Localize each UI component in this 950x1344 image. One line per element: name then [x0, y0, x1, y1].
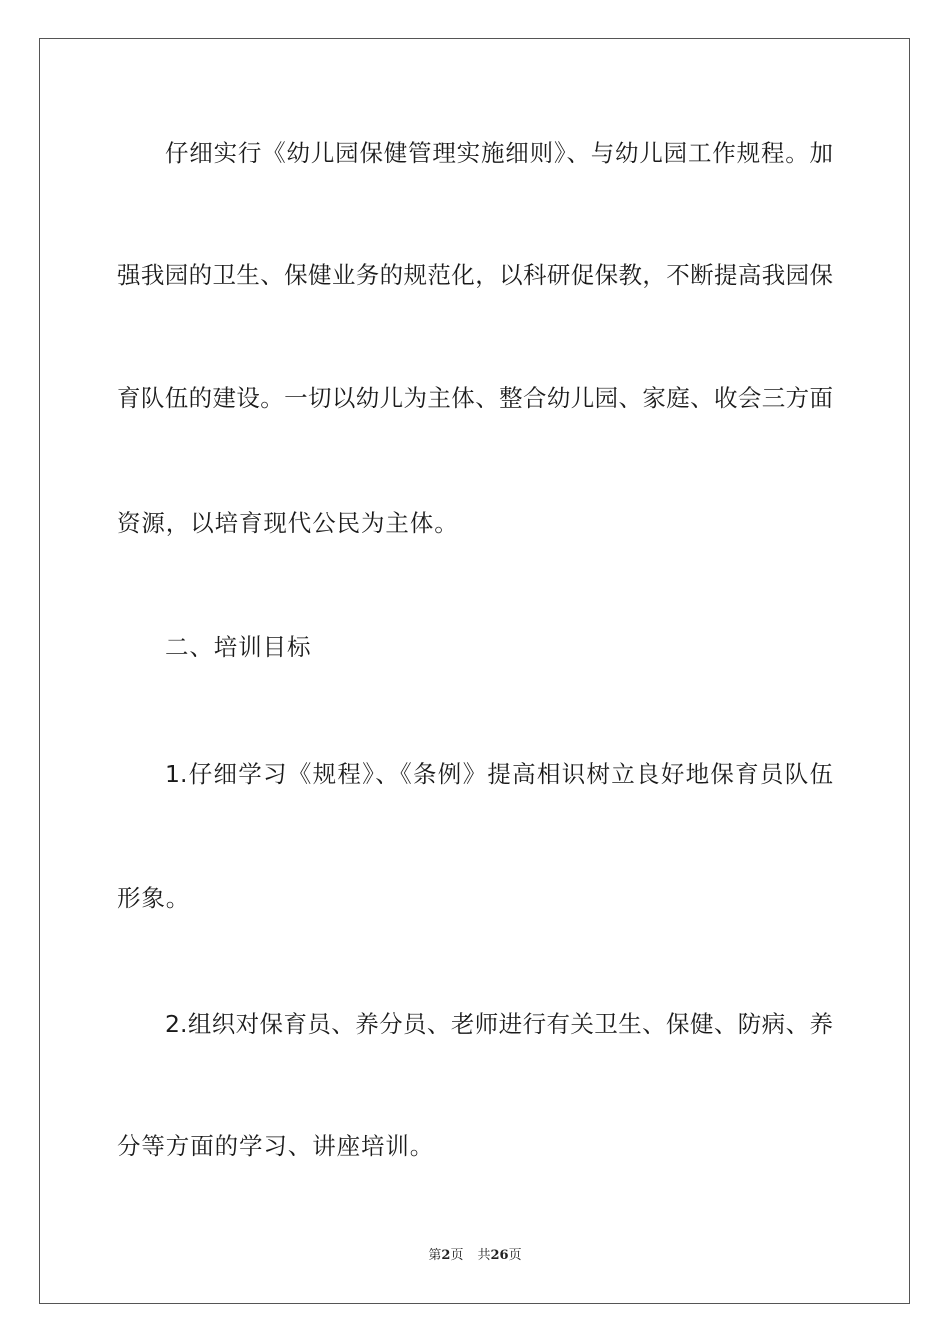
- section-heading: 二、培训目标: [165, 633, 312, 661]
- list-item-2-line-2: 分等方面的学习、讲座培训。: [117, 1132, 435, 1160]
- list-item-1-line-1: 1.仔细学习《规程》、《条例》提高相识树立良好地保育员队伍: [165, 760, 833, 788]
- footer-page-number: 2: [441, 1248, 451, 1263]
- footer-page-suffix: 页: [450, 1248, 464, 1263]
- page-footer: [0, 1247, 950, 1265]
- footer-total-prefix: 共: [477, 1248, 491, 1263]
- page-border: [39, 38, 910, 1304]
- paragraph-1-line-1: 仔细实行《幼儿园保健管理实施细则》、与幼儿园工作规程。加: [165, 139, 833, 167]
- list-item-2-line-1: 2.组织对保育员、养分员、老师进行有关卫生、保健、防病、养: [165, 1010, 833, 1038]
- paragraph-1-line-4: 资源，以培育现代公民为主体。: [117, 509, 459, 537]
- footer-page-prefix: 第: [428, 1248, 442, 1263]
- footer-total-pages: 26: [490, 1248, 509, 1263]
- paragraph-1-line-2: 强我园的卫生、保健业务的规范化，以科研促保教，不断提高我园保: [117, 261, 833, 289]
- footer-total-suffix: 页: [508, 1248, 522, 1263]
- list-item-1-line-2: 形象。: [117, 884, 191, 912]
- paragraph-1-line-3: 育队伍的建设。一切以幼儿为主体、整合幼儿园、家庭、收会三方面: [117, 384, 833, 412]
